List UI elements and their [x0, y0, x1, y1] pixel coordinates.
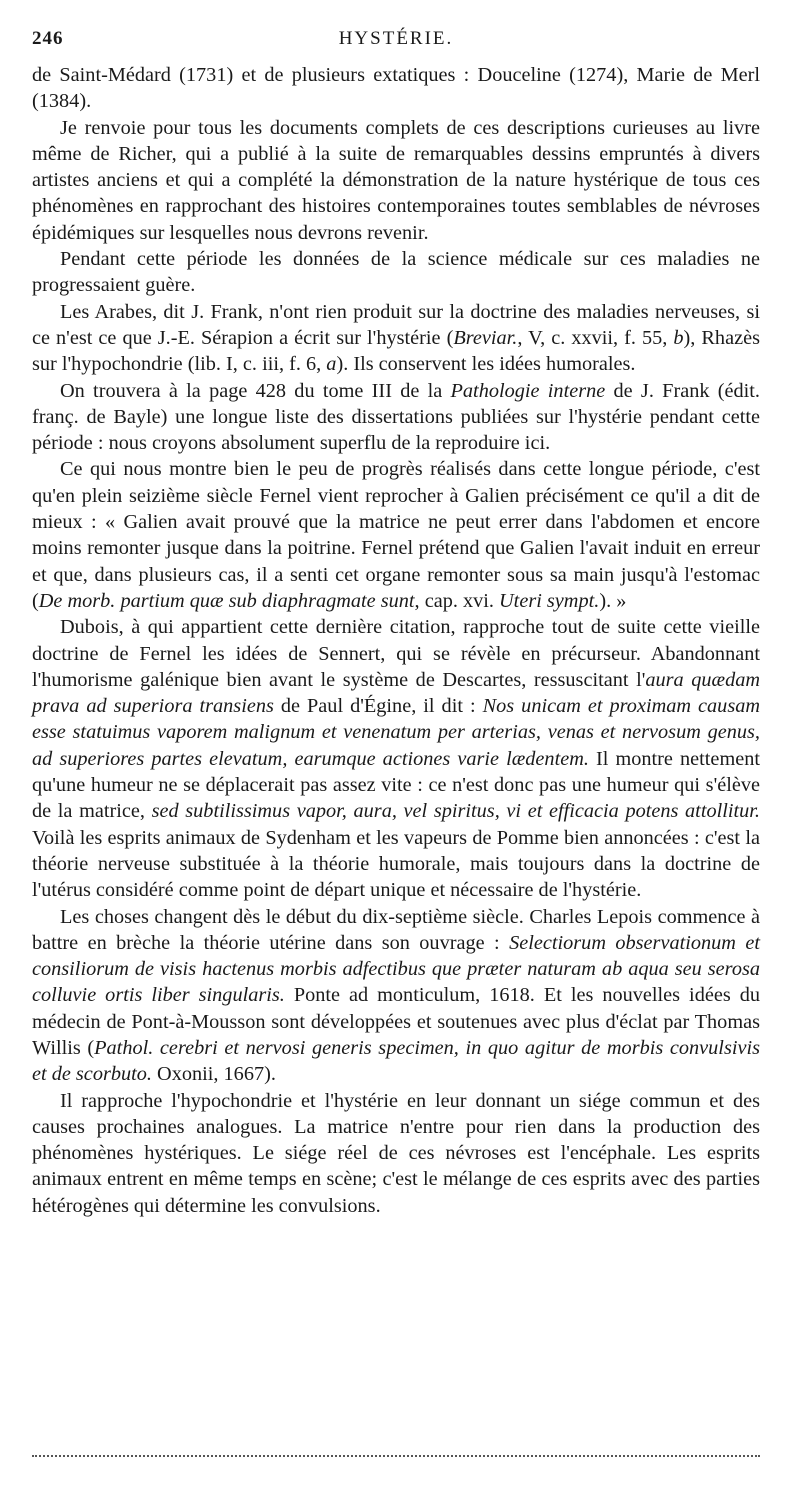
italic-text: a	[326, 353, 337, 376]
paragraph	[32, 62, 760, 115]
text-run: Oxonii, 1667).	[151, 1063, 276, 1086]
text-run: de Saint-Médard (1731) et de plusieurs extatiques : Douceline (1274), Marie de Merl (1384).	[32, 64, 760, 113]
body-text	[32, 62, 760, 1219]
italic-text: b	[673, 326, 684, 349]
text-run: Les Arabes, dit J. Frank, n'ont rien produit sur la doctrine des maladies nerveuses, si ce n'est ce que J.-E. Sérapion a écrit sur l'hystérie (	[32, 300, 760, 349]
text-run: ). »	[599, 589, 627, 612]
text-run: Dubois, à qui appartient cette dernière citation, rapproche tout de suite cette vieille doctrine de Fernel les idées de Sennert, qui se révèle en précurseur. Abandonnant l'humorisme galénique bien avant le système de Descartes, ressuscitant l'	[32, 616, 760, 691]
text-run: Ponte ad monticulum, 1618. Et les nouvelles idées du médecin de Pont-à-Mousson sont développées et soutenues avec plus d'éclat par Thomas Willis (	[32, 984, 760, 1059]
italic-text: Nos unicam et proximam causam esse statuimus vaporem malignum et venenatum per arterias, venas et nervosum genus, ad superiores partes elevatum, earumque actiones varie lædentem.	[32, 695, 760, 770]
page	[32, 28, 760, 1219]
italic-text: aura quædam prava ad superiora transiens	[32, 668, 761, 718]
text-run: , cap. xvi.	[414, 589, 500, 612]
italic-text: sed subtilissimus vapor, aura, vel spiritus, vi et efficacia potens attollitur.	[151, 800, 760, 823]
text-run: ), Rhazès sur l'hypochondrie (lib. I, c. iii, f. 6,	[32, 326, 760, 376]
text-run: ). Ils conservent les idées humorales.	[336, 353, 636, 376]
text-run: de Paul d'Égine, il dit :	[273, 695, 483, 718]
italic-text: De morb. partium quæ sub diaphragmate sunt	[38, 589, 415, 612]
italic-text: Breviar.	[453, 326, 518, 349]
text-run: Pendant cette période les données de la science médicale sur ces maladies ne progressaient guère.	[32, 248, 760, 297]
italic-text: Pathologie interne	[450, 379, 606, 402]
text-run: Ce qui nous montre bien le peu de progrès réalisés dans cette longue période, c'est qu'en plein seizième siècle Fernel vient reprocher à Galien précisément ce qu'il a dit de mieux : « Galien avait prouvé que la matrice ne peut errer dans l'abdomen et encore moins remonter jusque dans la poitrine. Fernel prétend que Galien l'avait induit en erreur et que, dans plusieurs cas, il a senti cet organe remonter sous sa main jusqu'à l'estomac (	[32, 458, 760, 612]
paragraph	[32, 246, 760, 299]
italic-text: Uteri sympt.	[499, 589, 600, 612]
paragraph	[32, 378, 760, 457]
paragraph	[32, 614, 760, 903]
paragraph	[32, 456, 760, 614]
running-title: HYSTÉRIE.	[338, 28, 454, 49]
footer-rule	[32, 1455, 760, 1457]
text-run: Il rapproche l'hypochondrie et l'hystérie en leur donnant un siége commun et des causes prochaines analogues. La matrice n'entre pour rien dans la production des phénomènes hystériques. Le siége réel de ces névroses est l'encéphale. Les esprits animaux entrent en même temps en scène; c'est le mélange de ces esprits avec des parties hétérogènes qui détermine les convulsions.	[32, 1089, 760, 1217]
italic-text: Selectiorum observationum et consiliorum de visis hactenus morbis adfectibus que præter naturam ab aqua seu serosa colluvie ortis liber singularis.	[32, 931, 760, 1007]
paragraph	[32, 115, 760, 246]
text-run: Il montre nettement qu'une humeur ne se déplacerait pas assez vite : ce n'est donc pas une humeur qui s'élève de la matrice,	[32, 747, 760, 823]
paragraph	[32, 904, 760, 1088]
paragraph	[32, 299, 760, 378]
text-run: On trouvera à la page 428 du tome III de la	[60, 379, 451, 402]
text-run: Voilà les esprits animaux de Sydenham et les vapeurs de Pomme bien annoncées : c'est la théorie nerveuse substituée à la théorie humorale, mais toujours dans la doctrine de l'utérus considéré comme point de départ unique et nécessaire de l'hystérie.	[32, 826, 760, 902]
text-run: , V, c. xxvii, f. 55,	[517, 326, 674, 349]
page-header	[32, 28, 760, 62]
text-run: Les choses changent dès le début du dix-septième siècle. Charles Lepois commence à battre en brèche la théorie utérine dans son ouvrage :	[32, 905, 760, 954]
paragraph	[32, 1088, 760, 1219]
page-number: 246	[32, 28, 64, 49]
text-run: Je renvoie pour tous les documents complets de ces descriptions curieuses au livre même de Richer, qui a publié à la suite de remarquables dessins empruntés à divers artistes anciens et qui a complété la démonstration de la nature hystérique de tous ces phénomènes en rapprochant des histoires contemporaines toutes semblables de névroses épidémiques sur lesquelles nous devrons revenir.	[32, 116, 760, 244]
text-run: de J. Frank (édit. franç. de Bayle) une longue liste des dissertations publiées sur l'hystérie pendant cette période : nous croyons absolument superflu de la reproduire ici.	[32, 379, 760, 455]
italic-text: Pathol. cerebri et nervosi generis specimen, in quo agitur de morbis convulsivis et de scorbuto.	[32, 1036, 761, 1086]
